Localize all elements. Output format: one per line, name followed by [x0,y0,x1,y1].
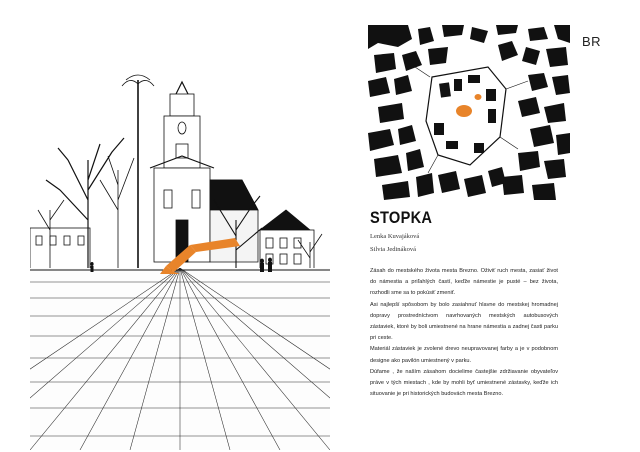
description-paragraph: Dúfame , že naším zásahom docielime častejšie zdržiavanie obyvateľov práve v tých miestach , kde by mohli byť umiestnené zástavky, keďže ich situovanie je pri historických budovách mesta Brezno. [370,368,558,398]
author-name: Silvia Jedináková [370,246,417,253]
city-map [368,25,570,200]
town-square-photo [30,60,330,450]
description-paragraph: Materiál zástaviek je zvolené drevo neupravovanej farby a je v podobnom designe ako pavilón umiestnený v parku. [370,346,558,364]
project-title: STOPKA [370,208,433,227]
description-paragraph: Asi najlepší spôsobom by bolo zasiahnuť hlavne do mestskej hromadnej dopravy prostredníctvom navrhovaných mestských autobusových zástaviek, ktoré by boli umiestnené na hrane námestia a zadnej časti parku pri ceste. [370,301,558,342]
description-paragraph: Zásah do mestského života mesta Brezno. Oživiť ruch mesta, zasiať život do námestia a priľahlých častí, keďže námestie je pusté – bez života, rozhodli sme sa to pokúsiť zmeniť. [370,268,558,297]
author-name: Lenka Kuvajáková [370,233,420,240]
page-code: BR [582,34,602,49]
project-description [370,266,558,400]
